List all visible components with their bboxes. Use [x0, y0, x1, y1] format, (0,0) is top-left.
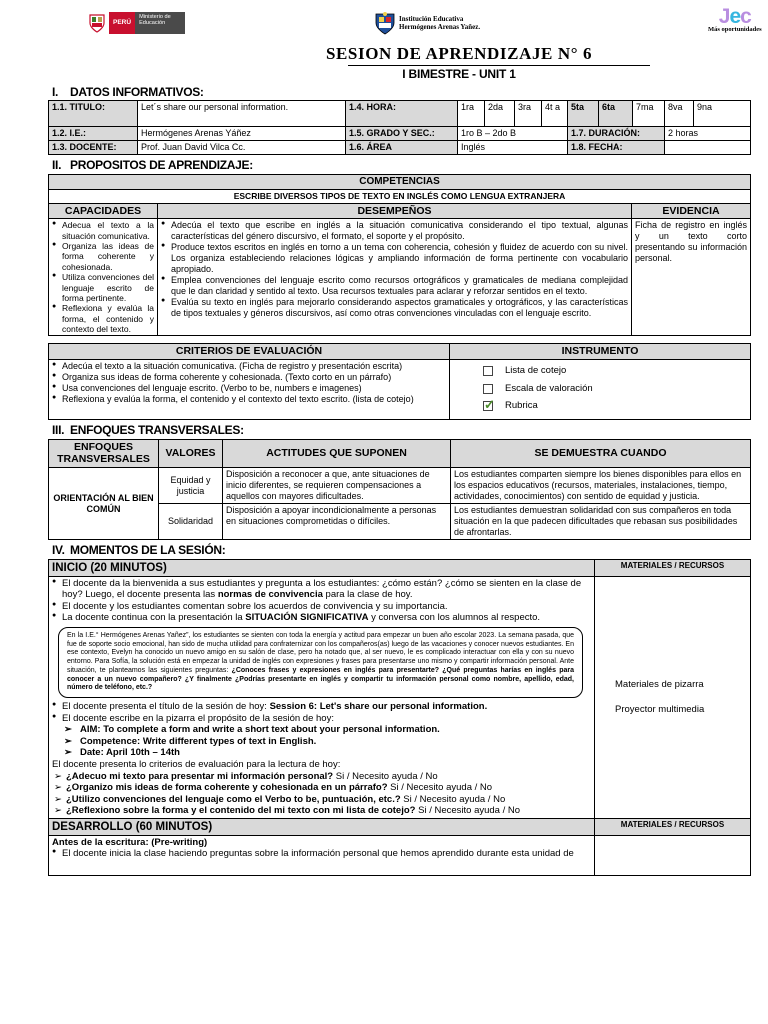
area-label: 1.6. ÁREA — [346, 141, 458, 155]
competencias-header: COMPETENCIAS — [49, 175, 751, 190]
hora-label: 1.4. HORA: — [346, 101, 458, 127]
desarrollo-body — [49, 835, 595, 875]
col-valores: VALORES — [159, 439, 223, 468]
section-datos — [52, 85, 750, 100]
question-text: ¿Reflexiono sobre la forma y el contenido del mi texto con mi lista de cotejo? — [66, 805, 416, 817]
enfoques-table — [48, 439, 751, 540]
hora-2: 2da — [485, 101, 515, 127]
instrumento-label: Escala de valoración — [505, 382, 593, 394]
criterio-question — [52, 805, 591, 817]
material-item: Proyector multimedia — [615, 704, 705, 716]
col-enfoques: ENFOQUES TRANSVERSALES — [49, 439, 159, 468]
instrumento-escala — [483, 383, 747, 395]
section-number: I. — [52, 84, 59, 99]
hora-5: 5ta — [568, 101, 599, 127]
section-label: ENFOQUES TRANSVERSALES: — [70, 422, 244, 437]
datos-table — [48, 100, 751, 155]
valor-equidad: Equidad y justicia — [159, 468, 223, 504]
criterio-item: ● Adecúa el texto a la situación comunicativa. (Ficha de registro y presentación escrita) — [52, 361, 446, 372]
section-momentos — [52, 543, 750, 558]
criterio-item: ● Reflexiona y evalúa la forma, el contenido y el contexto del texto escrito. (lista de cotejo) — [52, 394, 446, 405]
section-label: MOMENTOS DE LA SESIÓN: — [70, 542, 226, 557]
criterios-intro: El docente presenta lo criterios de evaluación para la lectura de hoy: — [52, 759, 341, 770]
duracion-value: 2 horas — [665, 127, 751, 141]
capacidad-item: ● Reflexiona y evalúa la forma, el contenido y contexto del texto. — [52, 303, 154, 334]
inicio-text: El docente da la bienvenida a sus estudiantes y pregunta a los estudiantes: ¿cómo están? ¿cómo se sienten en la clase de hoy? Luego, el docente presenta las — [62, 577, 582, 601]
situacion-text: En la I.E.° Hermógenes Arenas Yañez”, los estudiantes se sienten con toda la energía y actitud para empezar un buen año escolar 2023. La semana pasada, que fue de soporte socio emocional, han sido de mucha utilidad para confraternizar con los compañeros(as) luego de las vacaciones y conocer nuevos estudiantes. En ese contexto, Evelyn ha conocido un nuevo amigo en su salón de clase, pero ha notado que, al ser nuevo, le es complicado interactuar con ella y con su nuevo entorno. Para Sofía, la solución está en empezar la unidad de inglés con expresiones y frases para presentarse uno mismo y compartir información personal. Ante situación, te planteamos las siguientes preguntas: — [67, 631, 574, 674]
docente-label: 1.3. DOCENTE: — [49, 141, 138, 155]
instrumentos-cell — [450, 360, 751, 420]
desempenos-header: DESEMPEÑOS — [158, 203, 632, 219]
jec-wordmark: Jec — [718, 5, 751, 28]
school-crest-icon — [374, 11, 396, 35]
hora-6: 6ta — [599, 101, 633, 127]
titulo-value: Let´s share our personal information. — [138, 101, 346, 127]
hora-7: 7ma — [633, 101, 665, 127]
enfoque-name: ORIENTACIÓN AL BIEN COMÚN — [49, 468, 159, 540]
evidencia-cell: Ficha de registro en inglés y un texto corto presentando su información personal. — [632, 219, 751, 336]
actitud-equidad: Disposición a reconocer a que, ante situaciones de inicio diferentes, se requieren compensaciones a aquellos con mayores dificultades. — [223, 468, 451, 504]
date-line: ➢ Date: April 10th – 14th — [52, 747, 591, 759]
criterios-table — [48, 343, 751, 420]
capacidad-item: ● Adecua el texto a la situación comunicativa. — [52, 220, 154, 241]
aim-line — [52, 724, 591, 736]
demuestra-equidad: Los estudiantes comparten siempre los bienes disponibles para ellos en los espacios educativos (recursos, materiales, instalaciones, tiempo, actividades, conocimientos) con sentido de equidad y justicia. — [451, 468, 751, 504]
grado-label: 1.5. GRADO Y SEC.: — [346, 127, 458, 141]
page-subtitle: I BIMESTRE - UNIT 1 — [402, 67, 516, 82]
criterios-cell — [49, 360, 450, 420]
checkbox-checked-icon[interactable] — [483, 401, 493, 411]
instrumento-rubrica — [483, 400, 747, 412]
document-header — [48, 0, 762, 42]
instrumento-header: INSTRUMENTO — [450, 344, 751, 360]
col-actitudes: ACTITUDES QUE SUPONEN — [223, 439, 451, 468]
section-label: DATOS INFORMATIVOS: — [70, 84, 204, 99]
evidencia-header: EVIDENCIA — [632, 203, 751, 219]
hora-9: 9na — [694, 101, 751, 127]
criterio-question — [52, 782, 591, 794]
momentos-table — [48, 559, 751, 876]
section-propositos — [52, 158, 750, 173]
section-label: PROPOSITOS DE APRENDIZAJE: — [70, 158, 253, 173]
instrumento-label: Rubrica — [505, 400, 538, 412]
jec-tagline: Más oportunidades — [708, 26, 762, 33]
section-number: III. — [52, 422, 65, 437]
fecha-label: 1.8. FECHA: — [568, 141, 665, 155]
criterios-header: CRITERIOS DE EVALUACIÓN — [49, 344, 450, 360]
peru-shield-icon — [88, 13, 106, 33]
docente-value: Prof. Juan David Vilca Cc. — [138, 141, 346, 155]
jec-logo — [708, 6, 762, 34]
inicio-item — [52, 578, 591, 601]
question-text: ¿Organizo mis ideas de forma coherente y cohesionada en un párrafo? — [66, 782, 388, 794]
aim-text: : To complete a form and write a short text about your personal information. — [97, 724, 440, 736]
hora-3: 3ra — [515, 101, 542, 127]
hora-8: 8va — [665, 101, 694, 127]
propositos-table — [48, 174, 751, 336]
inicio-bold: normas de convivencia — [217, 589, 323, 601]
criterio-item: ● Usa convenciones del lenguaje escrito. (Verbo to be, numbers e imagenes) — [52, 383, 446, 394]
materiales-desarrollo-cell — [595, 835, 751, 875]
grado-value: 1ro B – 2do B — [458, 127, 568, 141]
capacidades-header: CAPACIDADES — [49, 203, 158, 219]
section-enfoques — [52, 423, 750, 438]
desempeno-item: ● Adecúa el texto que escribe en inglés a la situación comunicativa considerando el tipo textual, algunas características del género discursivo, el formato, el soporte y el propósito. — [161, 220, 628, 242]
school-logo — [374, 11, 480, 35]
inicio-item — [52, 612, 591, 624]
hora-4: 4t a — [542, 101, 568, 127]
peru-label: PERÚ — [109, 12, 135, 34]
desarrollo-header: DESARROLLO (60 MINUTOS) — [49, 818, 595, 835]
actitud-solidaridad: Disposición a apoyar incondicionalmente a personas en situaciones comprometidas o difíciles. — [223, 504, 451, 540]
col-demuestra: SE DEMUESTRA CUANDO — [451, 439, 751, 468]
inicio-text: La docente continua con la presentación la — [62, 612, 246, 624]
school-line-2: Hermógenes Arenas Yañez. — [399, 23, 481, 31]
desarrollo-item: ● El docente inicia la clase haciendo preguntas sobre la información personal que hemos aprendido durante esta unidad de — [52, 848, 591, 860]
desempenos-cell — [158, 219, 632, 336]
desempeno-item: ● Produce textos escritos en inglés en torno a un tema con coherencia, cohesión y fluidez de acuerdo con su nivel. Los organiza estableciendo relaciones lógicas y ampliando información de forma pertinente con vocabulario apropiado. — [161, 242, 628, 275]
fecha-value — [665, 141, 751, 155]
inicio-bold: SITUACIÓN SIGNIFICATIVA — [245, 612, 369, 624]
desempeno-item: ● Emplea convenciones del lenguaje escrito como recursos ortográficos y gramaticales de mediana complejidad que le dan claridad y sentido al texto. Usa recursos textuales para aclarar y reforzar sentidos en el texto. — [161, 275, 628, 297]
school-line-1: Institución Educativa — [399, 14, 464, 23]
antes-label: Antes de la escritura: (Pre-writing) — [52, 836, 208, 848]
instrumento-lista-cotejo — [483, 365, 747, 377]
answer-options: Si / Necesito ayuda / No — [415, 805, 521, 817]
section-number: II. — [52, 158, 62, 173]
criterio-question — [52, 794, 591, 806]
capacidad-item: ● Organiza las ideas de forma coherente y cohesionada. — [52, 241, 154, 272]
titulo-label: 1.1. TITULO: — [49, 101, 138, 127]
checkbox-unchecked-icon[interactable] — [483, 366, 493, 376]
answer-options: Si / Necesito ayuda / No — [400, 793, 506, 805]
inicio-text: y conversa con los alumnos al respecto. — [368, 612, 541, 624]
material-item: Materiales de pizarra — [615, 678, 704, 690]
answer-options: Si / Necesito ayuda / No — [333, 770, 438, 782]
materiales-cell — [595, 576, 751, 818]
question-text: ¿Adecuo mi texto para presentar mi información personal? — [66, 770, 334, 782]
inicio-body — [49, 576, 595, 818]
hora-1: 1ra — [458, 101, 485, 127]
inicio-item: ● El docente escribe en la pizarra el propósito de la sesión de hoy: — [52, 713, 591, 725]
ie-label: 1.2. I.E.: — [49, 127, 138, 141]
aim-label: AIM — [80, 724, 98, 736]
inicio-item — [52, 701, 591, 713]
situacion-questions: ¿Conoces frases y expresiones en inglés para presentarte? ¿Qué preguntas harías en inglés para conocer a un nuevo compañero? ¿Y finalmente ¿Podrías presentarte en inglés y compartir tu información personal como nombre, apellido, edad, número de teléfono, etc.? — [67, 666, 574, 692]
page-title: SESION DE APRENDIZAJE N° 6 — [325, 44, 593, 63]
instrumento-label: Lista de cotejo — [505, 365, 567, 377]
desempeno-item: ● Evalúa su texto en inglés para mejorarlo considerando aspectos gramaticales y ortográficos, y las características de tipos textuales y géneros discursivos, así como otras convenciones vinculadas con el lenguaje escrito. — [161, 297, 628, 319]
inicio-text: El docente presenta el título de la sesión de hoy: — [62, 701, 270, 713]
materiales-header-desarrollo: MATERIALES / RECURSOS — [595, 818, 751, 835]
capacidades-cell — [49, 219, 158, 336]
criterio-question — [52, 771, 591, 783]
inicio-item: ● El docente y los estudiantes comentan sobre los acuerdos de convivencia y su importancia. — [52, 601, 591, 613]
criterio-item: ● Organiza sus ideas de forma coherente y cohesionada. (Texto corto en un párrafo) — [52, 372, 446, 383]
duracion-label: 1.7. DURACIÓN: — [568, 127, 665, 141]
ministry-label: Ministerio de Educación — [135, 12, 185, 34]
demuestra-solidaridad: Los estudiantes demuestran solidaridad con sus compañeros en toda situación en la que padecen dificultades que rebasan sus posibilidades de afrontarlas. — [451, 504, 751, 540]
section-number: IV. — [52, 542, 65, 557]
competence-line: ➢ Competence: Write different types of text in English. — [52, 736, 591, 748]
area-value: Inglés — [458, 141, 568, 155]
session-title: Session 6: Let's share our personal information. — [269, 701, 488, 713]
competencia-text: ESCRIBE DIVERSOS TIPOS DE TEXTO EN INGLÉS COMO LENGUA EXTRANJERA — [49, 190, 751, 203]
valor-solidaridad: Solidaridad — [159, 504, 223, 540]
ministry-logo — [88, 12, 185, 34]
question-text: ¿Utilizo convenciones del lenguaje como el Verbo to be, puntuación, etc.? — [66, 793, 401, 805]
inicio-header: INICIO (20 MINUTOS) — [49, 559, 595, 576]
answer-options: Si / Necesito ayuda / No — [387, 782, 493, 794]
ie-value: Hermógenes Arenas Yáñez — [138, 127, 346, 141]
materiales-header-inicio: MATERIALES / RECURSOS — [595, 559, 751, 576]
capacidad-item: ● Utiliza convenciones del lenguaje escrito de forma pertinente. — [52, 272, 154, 303]
inicio-text: para la clase de hoy. — [322, 589, 413, 601]
checkbox-unchecked-icon[interactable] — [483, 384, 493, 394]
title-underline — [348, 65, 650, 67]
situacion-significativa-box — [58, 627, 583, 698]
